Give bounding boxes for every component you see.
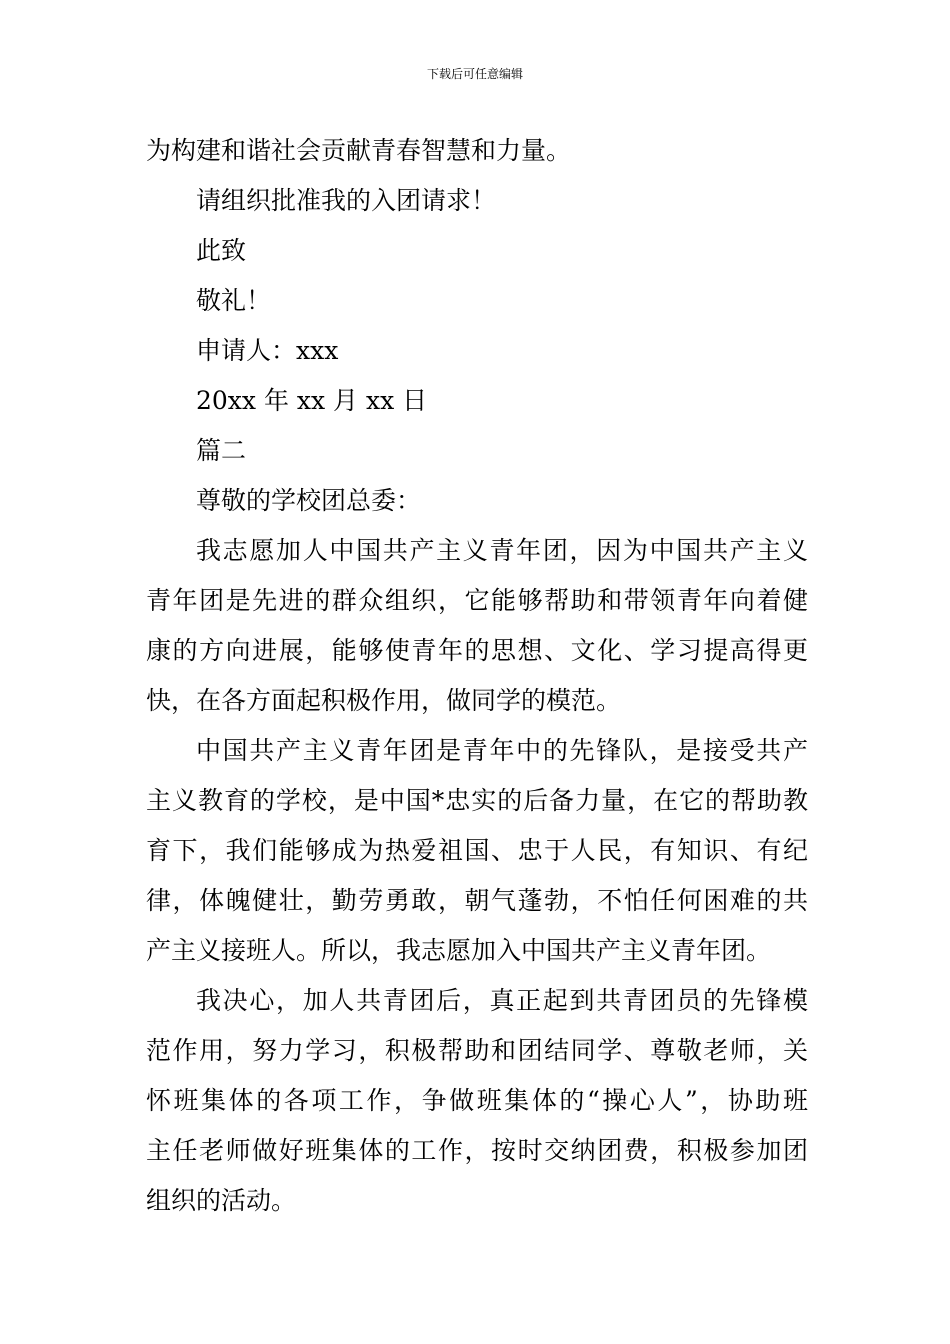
text-line: 我决心，加人共青团后，真正起到共青团员的先锋模	[196, 986, 808, 1015]
text-line: 我志愿加人中国共产主义青年团，因为中国共产主义	[196, 536, 808, 565]
text-line: 中国共产主义青年团是青年中的先锋队，是接受共产	[196, 736, 808, 765]
text-line: 敬礼！	[196, 286, 272, 315]
text-line: 篇二	[196, 436, 247, 465]
text-line: 此致	[196, 236, 247, 265]
text-line: 请组织批准我的入团请求！	[196, 186, 497, 215]
text-line: 20xx 年 xx 月 xx 日	[196, 386, 428, 415]
text-line: 主任老师做好班集体的工作，按时交纳团费，积极参加团	[146, 1136, 808, 1165]
text-line: 尊敬的学校团总委：	[196, 486, 422, 515]
text-line: 快，在各方面起积极作用，做同学的模范。	[146, 686, 622, 715]
document-body	[146, 126, 808, 1226]
text-line: 为构建和谐社会贡献青春智慧和力量。	[146, 136, 572, 165]
text-line: 主义教育的学校，是中国*忠实的后备力量，在它的帮助教	[146, 786, 808, 815]
text-line: 怀班集体的各项工作，争做班集体的“操心人”，协助班	[146, 1086, 808, 1115]
text-line: 康的方向进展，能够使青年的思想、文化、学习提高得更	[146, 636, 808, 665]
text-line: 产主义接班人。所以，我志愿加入中国共产主义青年团。	[146, 936, 772, 965]
page-header: 下载后可任意编辑	[426, 67, 523, 81]
text-line: 育下，我们能够成为热爱祖国、忠于人民，有知识、有纪	[146, 836, 808, 865]
text-line: 范作用，努力学习，积极帮助和团结同学、尊敬老师，关	[146, 1036, 808, 1065]
text-line: 组织的活动。	[146, 1186, 297, 1215]
text-line: 申请人：xxx	[196, 336, 339, 365]
text-line: 律，体魄健壮，勤劳勇敢，朝气蓬勃，不怕任何困难的共	[146, 886, 808, 915]
text-line: 青年团是先进的群众组织，它能够帮助和带领青年向着健	[146, 586, 808, 615]
